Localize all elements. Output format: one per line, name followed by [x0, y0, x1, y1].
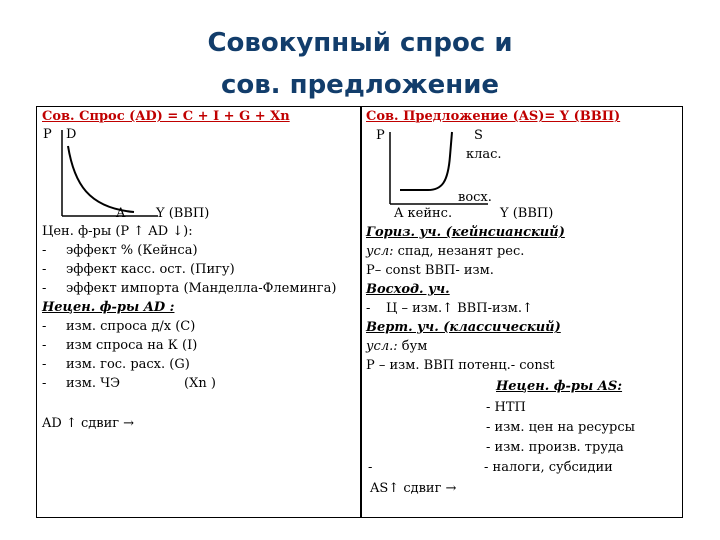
- as-label-vosh: восх.: [458, 190, 492, 205]
- vosh-segment-text: Ц – изм.↑ ВВП-изм.↑: [386, 301, 533, 316]
- ad-axis-p: P: [43, 127, 52, 142]
- price-item: эффект импорта (Манделла-Флеминга): [66, 281, 337, 296]
- bullet-icon: -: [42, 376, 47, 391]
- nonprice-item: изм. ЧЭ: [66, 376, 121, 391]
- bullet-icon: -: [366, 301, 371, 316]
- bullet-icon: -: [42, 281, 47, 296]
- vert-condition-text: бум: [401, 339, 428, 354]
- ad-point-a: A: [116, 206, 126, 221]
- ad-heading: Сов. Спрос (AD) = C + I + G + Xn: [42, 109, 290, 124]
- as-label-klas: клас.: [466, 147, 502, 162]
- bullet-icon: -: [368, 460, 373, 475]
- bullet-icon: -: [42, 262, 47, 277]
- as-nonprice-item: - налоги, субсидии: [484, 460, 613, 475]
- column-divider: [360, 106, 362, 518]
- vert-condition: [366, 339, 427, 355]
- vert-segment-title: Верт. уч. (классический): [366, 320, 561, 335]
- nonprice-item: изм. спроса д/х (C): [66, 319, 196, 334]
- price-item: эффект % (Кейнса): [66, 243, 198, 258]
- ad-graph: [40, 128, 170, 222]
- vert-price-text: P – изм. ВВП потенц.- const: [366, 358, 555, 373]
- vosh-segment-title: Восход. уч.: [366, 282, 450, 297]
- vert-condition-label: усл.:: [366, 339, 398, 354]
- ad-axis-y: Y (ВВП): [156, 206, 210, 221]
- as-axis-p: P: [376, 128, 385, 143]
- as-nonprice-item: - изм. цен на ресурсы: [486, 420, 635, 435]
- as-heading: Сов. Предложение (AS)= Y (ВВП): [366, 109, 621, 124]
- slide-title: [120, 22, 600, 106]
- bullet-icon: -: [42, 357, 47, 372]
- ad-shift: AD ↑ сдвиг →: [42, 416, 135, 431]
- bullet-icon: -: [42, 243, 47, 258]
- nonprice-item-tag: (Xn ): [184, 376, 216, 391]
- ad-nonprice-heading: Нецен. ф-ры AD :: [42, 300, 175, 315]
- as-curve-label: S: [474, 128, 483, 143]
- price-factors-heading: Цен. ф-ры (P ↑ AD ↓):: [42, 224, 193, 239]
- as-axis-y: Y (ВВП): [500, 206, 554, 221]
- as-label-keyns: A кейнс.: [394, 206, 453, 221]
- as-shift: AS↑ сдвиг →: [370, 481, 457, 496]
- horiz-price-text: P– const ВВП- изм.: [366, 263, 494, 278]
- horiz-condition: [366, 244, 524, 260]
- price-item: эффект касс. ост. (Пигу): [66, 262, 235, 277]
- nonprice-item: изм спроса на К (I): [66, 338, 198, 353]
- as-nonprice-heading: Нецен. ф-ры AS:: [496, 379, 623, 394]
- horiz-condition-label: усл:: [366, 244, 394, 259]
- title-line-2: сов. предложение: [220, 70, 500, 100]
- ad-curve-label: D: [66, 127, 77, 142]
- nonprice-item: изм. гос. расх. (G): [66, 357, 190, 372]
- as-nonprice-item: - НТП: [486, 400, 526, 415]
- horiz-segment-title: Гориз. уч. (кейнсианский): [366, 225, 565, 240]
- as-nonprice-item: - изм. произв. труда: [486, 440, 624, 455]
- bullet-icon: -: [42, 338, 47, 353]
- as-curve: [400, 132, 452, 190]
- title-line-1: Совокупный спрос и: [207, 28, 513, 58]
- horiz-condition-text: спад, незанят рес.: [397, 244, 525, 259]
- ad-curve: [68, 146, 134, 212]
- bullet-icon: -: [42, 319, 47, 334]
